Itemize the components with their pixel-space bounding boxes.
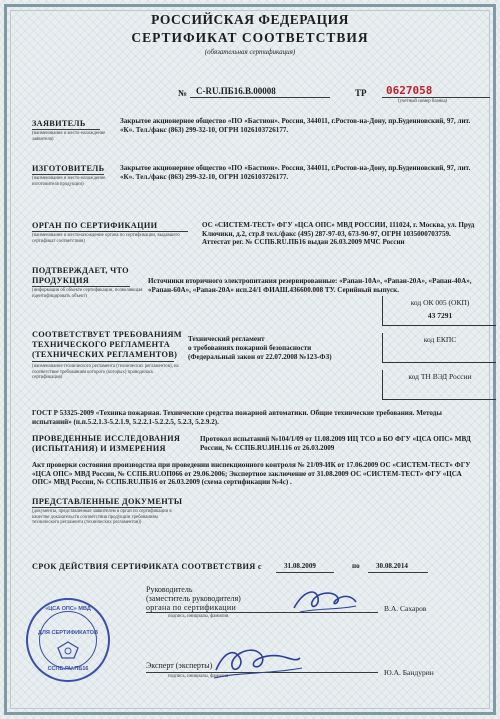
head-label-2: (заместитель руководителя) <box>146 594 241 603</box>
expert-name: Ю.А. Бандурин <box>384 668 434 677</box>
expert-sign-caption: подпись, инициалы, фамилия <box>168 674 229 679</box>
ekps-code-box <box>382 333 496 363</box>
okp-code-label: код ОК 005 (ОКП) <box>410 298 470 307</box>
cert-body-label: ОРГАН ПО СЕРТИФИКАЦИИ <box>32 221 158 230</box>
applicant-caption: (наименование и место-нахождение заявителя) <box>32 131 106 142</box>
conforms-label-2: ТЕХНИЧЕСКОГО РЕГЛАМЕНТА <box>32 340 171 349</box>
tnved-code-box <box>382 370 496 400</box>
okp-code-box <box>382 296 496 326</box>
number-underline <box>190 97 330 98</box>
product-label-rule <box>32 286 130 287</box>
validity-from: 31.08.2009 <box>284 562 316 570</box>
number-sign: № <box>178 88 188 98</box>
applicant-label: ЗАЯВИТЕЛЬ <box>32 119 86 128</box>
documents-label-rule <box>32 507 162 508</box>
validity-label: СРОК ДЕЙСТВИЯ СЕРТИФИКАТА СООТВЕТСТВИЯ с <box>32 562 262 571</box>
product-value: Источники вторичного электропитания резервированные: «Рапан-10А», «Рапан-20А», «Рапан-40А», «Рапан-60А», «Рапан-20А» исп.24/1 ФИАШ.436600.008 ТУ. Серийный выпуск. <box>148 277 472 294</box>
test-protocol: Протокол испытаний №104/1/09 от 11.08.2009 ИЦ ТСО и БО ФГУ «ЦСА ОПС» МВД России, № ССПБ.RU.ИН.116 от 26.03.2009 <box>200 435 471 452</box>
applicant-value: Закрытое акционерное общество «ПО «Бастион». Россия, 344011, г.Ростов-на-Дону, пр.Буденновский, 97, лит. «К». Тел./факс (863) 299-32-10, ОГРН 1026103726177. <box>120 117 471 134</box>
documents-caption: (документы, представленные заявителем в орган по сертификации в качестве доказательств соответствия продукции требованиям технического регламента (технических регламентов)) <box>32 509 172 526</box>
head-label: Руководитель <box>146 585 193 594</box>
expert-signature <box>210 640 306 684</box>
head-label-3: органа по сертификации <box>146 603 237 612</box>
blank-serial-number: 0627058 <box>386 84 433 97</box>
conforms-label-rule <box>32 361 174 362</box>
regulation-subject: о требованиях пожарной безопасности <box>188 344 312 352</box>
certificate-type: (обязательная сертификация) <box>204 48 296 56</box>
conforms-label: СООТВЕТСТВУЕТ ТРЕБОВАНИЯМ <box>32 330 182 339</box>
stamp-center-text: ДЛЯ СЕРТИФИКАТОВ <box>38 630 98 636</box>
product-caption: (информация об объекте сертификации, позволяющая идентифицировать объект) <box>32 288 143 299</box>
expert-label: Эксперт (эксперты) <box>146 661 213 670</box>
stamp-emblem-icon <box>56 640 80 660</box>
tests-label-2: (ИСПЫТАНИЯ) И ИЗМЕРЕНИЯ <box>32 444 166 453</box>
validity-to: 30.08.2014 <box>376 562 408 570</box>
country-title: РОССИЙСКАЯ ФЕДЕРАЦИЯ <box>151 12 349 27</box>
certification-stamp <box>26 598 110 682</box>
cert-body-label-rule <box>32 231 188 232</box>
regulation-law: (Федеральный закон от 22.07.2008 №123-ФЗ) <box>188 353 332 361</box>
manufacturer-label-rule <box>32 174 104 175</box>
conforms-caption: (наименование технического регламента (технических регламентов), на соответствие требованиям которого (которых) проводилась сертификация) <box>32 364 179 381</box>
confirms-label: ПОДТВЕРЖДАЕТ, ЧТО <box>32 266 129 275</box>
stamp-top-text: «ЦСА ОПС» МВД <box>45 606 91 612</box>
head-signature <box>290 584 360 618</box>
validity-to-label: по <box>352 562 360 570</box>
documents-label: ПРЕДСТАВЛЕННЫЕ ДОКУМЕНТЫ <box>32 497 183 506</box>
certificate-title: СЕРТИФИКАТ СООТВЕТСТВИЯ <box>131 30 369 45</box>
regulation-title: Технический регламент <box>188 335 265 343</box>
product-label: ПРОДУКЦИЯ <box>32 276 90 285</box>
tests-label: ПРОВЕДЕННЫЕ ИССЛЕДОВАНИЯ <box>32 434 181 443</box>
serial-caption: (учетный номер бланка) <box>398 99 448 104</box>
okp-code-value: 43 7291 <box>427 311 453 320</box>
gost-standard: ГОСТ Р 53325-2009 «Техника пожарная. Технические средства пожарной автоматики. Общие технические требования. Методы испытаний» (п.п.5.2.1.3-5.2.1.9, 5.2.2.1-5.2.2.5, 5.2.3, 5.2.9.2). <box>32 409 442 426</box>
manufacturer-caption: (наименование и место-нахождение изготовителя продукции) <box>32 176 106 187</box>
cert-body-caption: (наименование и местонахождение органа по сертификации, выдавшего сертификат соответствия) <box>32 233 180 244</box>
validity-from-rule <box>276 572 334 573</box>
cert-body-value: ОС «СИСТЕМ-ТЕСТ» ФГУ «ЦСА ОПС» МВД РОССИИ, 111024, г. Москва, ул. Пруд Ключики, д.2, стр.8 тел./факс (495) 287-97-03, 673-90-97, ОГРН 1035000703759. Аттестат рег. № ССПБ.RU.ПБ16 выдан 26.03.2009 МЧС России <box>202 221 475 247</box>
certificate-number: C-RU.ПБ16.В.00008 <box>196 86 276 96</box>
tnved-code-label: код ТН ВЭД России <box>408 372 472 381</box>
applicant-label-rule <box>32 129 100 130</box>
ekps-code-label: код ЕКПС <box>423 335 457 344</box>
manufacturer-label: ИЗГОТОВИТЕЛЬ <box>32 164 105 173</box>
manufacturer-value: Закрытое акционерное общество «ПО «Бастион». Россия, 344011, г.Ростов-на-Дону, пр.Буденновский, 97, лит. «К». Тел./факс (863) 299-32-10, ОГРН 1026103726177. <box>120 164 471 181</box>
head-name: В.А. Сахаров <box>384 604 427 613</box>
stamp-bottom-text: ССПБ.RU.ПБ16 <box>47 666 89 672</box>
inspection-documents: Акт проверки состояния производства при проведении инспекционного контроля № 21/09-ИК от 17.06.2009 ОС «СИСТЕМ-ТЕСТ» ФГУ «ЦСА ОПС» МВД России, № ССПБ.RU.ОП066 от 29.06.2006; Экспертное заключение от 31.08.2009 ОС «СИСТЕМ-ТЕСТ» ФГУ «ЦСА ОПС» МВД России, № ССПБ.RU.ПБ16 от 26.03.2009 (схема сертификации №4с) . <box>32 461 471 487</box>
validity-to-rule <box>368 572 428 573</box>
conforms-label-3: (ТЕХНИЧЕСКИХ РЕГЛАМЕНТОВ) <box>32 350 178 359</box>
head-sign-caption: подпись, инициалы, фамилия <box>168 614 229 619</box>
serial-underline <box>382 97 490 98</box>
tr-label: ТР <box>355 88 367 98</box>
